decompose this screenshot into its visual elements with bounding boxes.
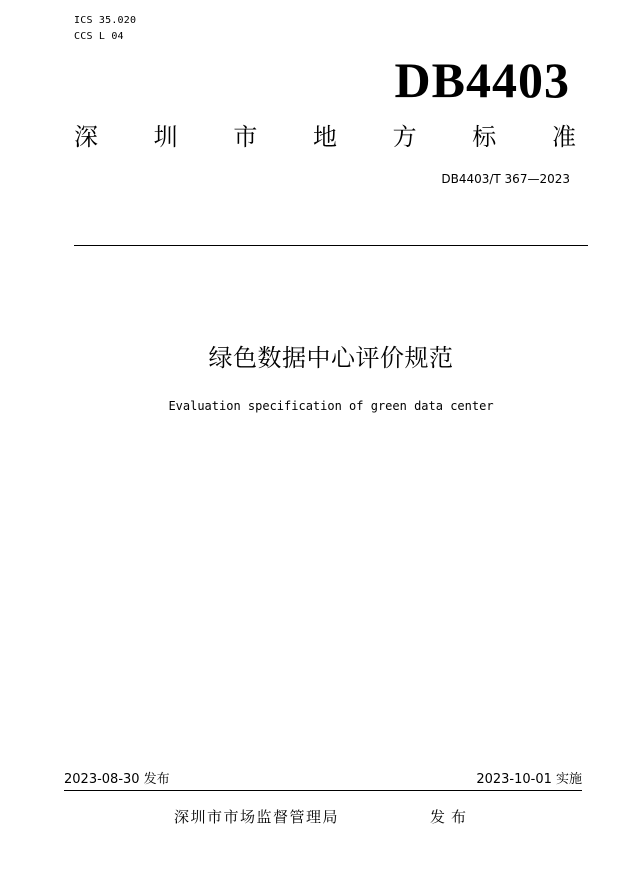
document-title-english: Evaluation specification of green data center — [168, 399, 494, 413]
ics-code: ICS 35.020 — [74, 15, 137, 26]
header-divider — [74, 245, 588, 246]
standard-level-char: 准 — [551, 123, 576, 151]
ccs-code: CCS L 04 — [74, 31, 124, 42]
issuing-authority: 深圳市市场监督管理局 — [174, 808, 340, 826]
document-title-chinese: 绿色数据中心评价规范 — [208, 344, 454, 372]
standard-level-char: 方 — [392, 123, 417, 151]
standard-level-char: 圳 — [153, 123, 178, 151]
issue-date: 2023-08-30 发布 — [64, 772, 170, 787]
standard-level-char: 地 — [312, 123, 337, 151]
standard-level-char: 市 — [233, 123, 258, 151]
issuer-action: 发布 — [430, 808, 473, 826]
standard-code: DB4403 — [394, 52, 570, 108]
implementation-date: 2023-10-01 实施 — [476, 772, 582, 787]
standard-level-char: 标 — [472, 123, 497, 151]
footer-divider — [64, 790, 582, 791]
standard-level-heading — [74, 120, 576, 154]
standard-level-char: 深 — [74, 123, 98, 151]
standard-number: DB4403/T 367—2023 — [441, 172, 570, 186]
